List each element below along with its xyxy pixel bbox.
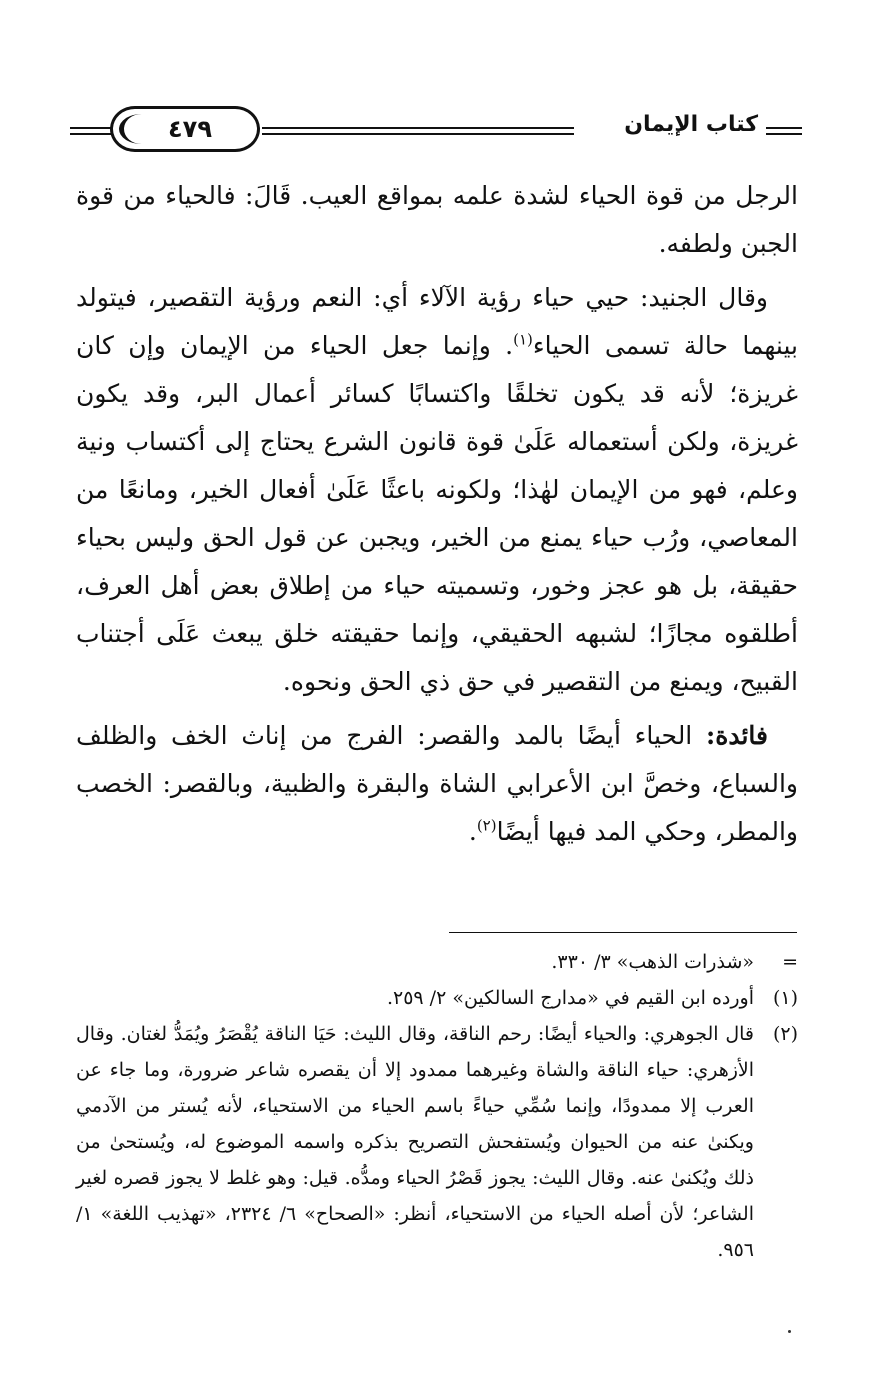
footnote-marker: = [782, 951, 798, 973]
note-label: فائدة: [706, 721, 768, 750]
paragraph-text: الحياء أيضًا بالمد والقصر: الفرج من إناث الخف والظلف والسباع، وخصَّ ابن الأعرابي الشاة والبقرة والظبية، وبالقصر: الخصب والمطر، وحكي المد فيها أيضًا [76, 721, 798, 846]
page-number: ٤٧٩ [168, 115, 212, 143]
header-rule [766, 127, 802, 129]
footnote-text: أورده ابن القيم في «مدارج السالكين» ٢/ ٢٥٩. [386, 987, 754, 1009]
paragraph [76, 712, 798, 856]
paragraph: الرجل من قوة الحياء لشدة علمه بمواقع العيب. قَالَ: فالحياء من قوة الجبن ولطفه. [76, 181, 798, 258]
paragraph [76, 274, 798, 706]
footnotes [76, 944, 798, 1268]
header-rule [262, 133, 574, 135]
header-rule [70, 133, 112, 135]
main-text [76, 172, 798, 862]
paragraph-text: وقال الجنيد: حيي حياء رؤية الآلاء أي: النعم ورؤية التقصير، فيتولد بينهما حالة تسمى الحياء [76, 283, 798, 360]
header-rule [262, 127, 574, 129]
header-rule [766, 133, 802, 135]
footnote-separator [449, 932, 797, 933]
paragraph-text: . وإنما جعل الحياء من الإيمان وإن كان غريزة؛ لأنه قد يكون تخلقًا واكتسابًا كسائر أعمال البر، وقد يكون غريزة، ولكن أستعماله عَلَىٰ قوة قانون الشرع يحتاج إلى أكتساب ونية وعلم، فهو من الإيمان لهٰذا؛ ولكونه باعثًا عَلَىٰ أفعال الخير، ومانعًا من المعاصي، ورُب حياء يمنع من الخير، ويجبن عن قول الحق وليس بحياء حقيقة، بل هو عجز وخور، وتسميته حياء من إطلاق بعض أهل العرف، أطلقوه مجازًا؛ لشبهه الحقيقي، وإنما حقيقته خلق يبعث عَلَى أجتناب القبيح، ويمنع من التقصير في حق ذي الحق ونحوه. [76, 331, 798, 696]
page-number-badge [110, 106, 260, 152]
footnote-text: «شذرات الذهب» ٣/ ٣٣٠. [551, 951, 754, 973]
header-rule [70, 127, 112, 129]
paragraph-text: . [468, 817, 477, 846]
page-header [70, 102, 802, 158]
footnote-ref[interactable]: (١) [513, 330, 533, 349]
footnote-continuation [76, 944, 798, 980]
footnote-marker: (٢) [772, 1023, 798, 1045]
footnote-text: قال الجوهري: والحياء أيضًا: رحم الناقة، وقال الليث: حَيَا الناقة يُقْصَرُ ويُمَدُّ لغتان. وقال الأزهري: حياء الناقة والشاة وغيرهما ممدود إلا أن يقصره شاعر ضرورة، وما جاء عن العرب إلا ممدودًا، وإنما سُمِّي حياءً باسم الحياء من الاستحياء، لأنه يُستر من الآدمي ويكنىٰ عنه من الحيوان ويُستفحش التصريح بذكره واسمه الموضوع له، ويُستحىٰ من ذلك ويُكنىٰ عنه. وقال الليث: يجوز قَصْرُ الحياء ومدُّه. قيل: وهو غلط لا يجوز قصره لغير الشاعر؛ لأن أصله الحياء من الاستحياء، أنظر: «الصحاح» ٦/ ٢٣٢٤، «تهذيب اللغة» ١/ ٩٥٦. [76, 1023, 754, 1261]
book-title: كتاب الإيمان [624, 112, 758, 137]
footnote-2 [76, 1016, 798, 1268]
footnote-ref[interactable]: (٢) [476, 816, 497, 835]
footnote-1 [76, 980, 798, 1016]
print-mark [788, 1330, 791, 1333]
footnote-marker: (١) [772, 987, 798, 1009]
